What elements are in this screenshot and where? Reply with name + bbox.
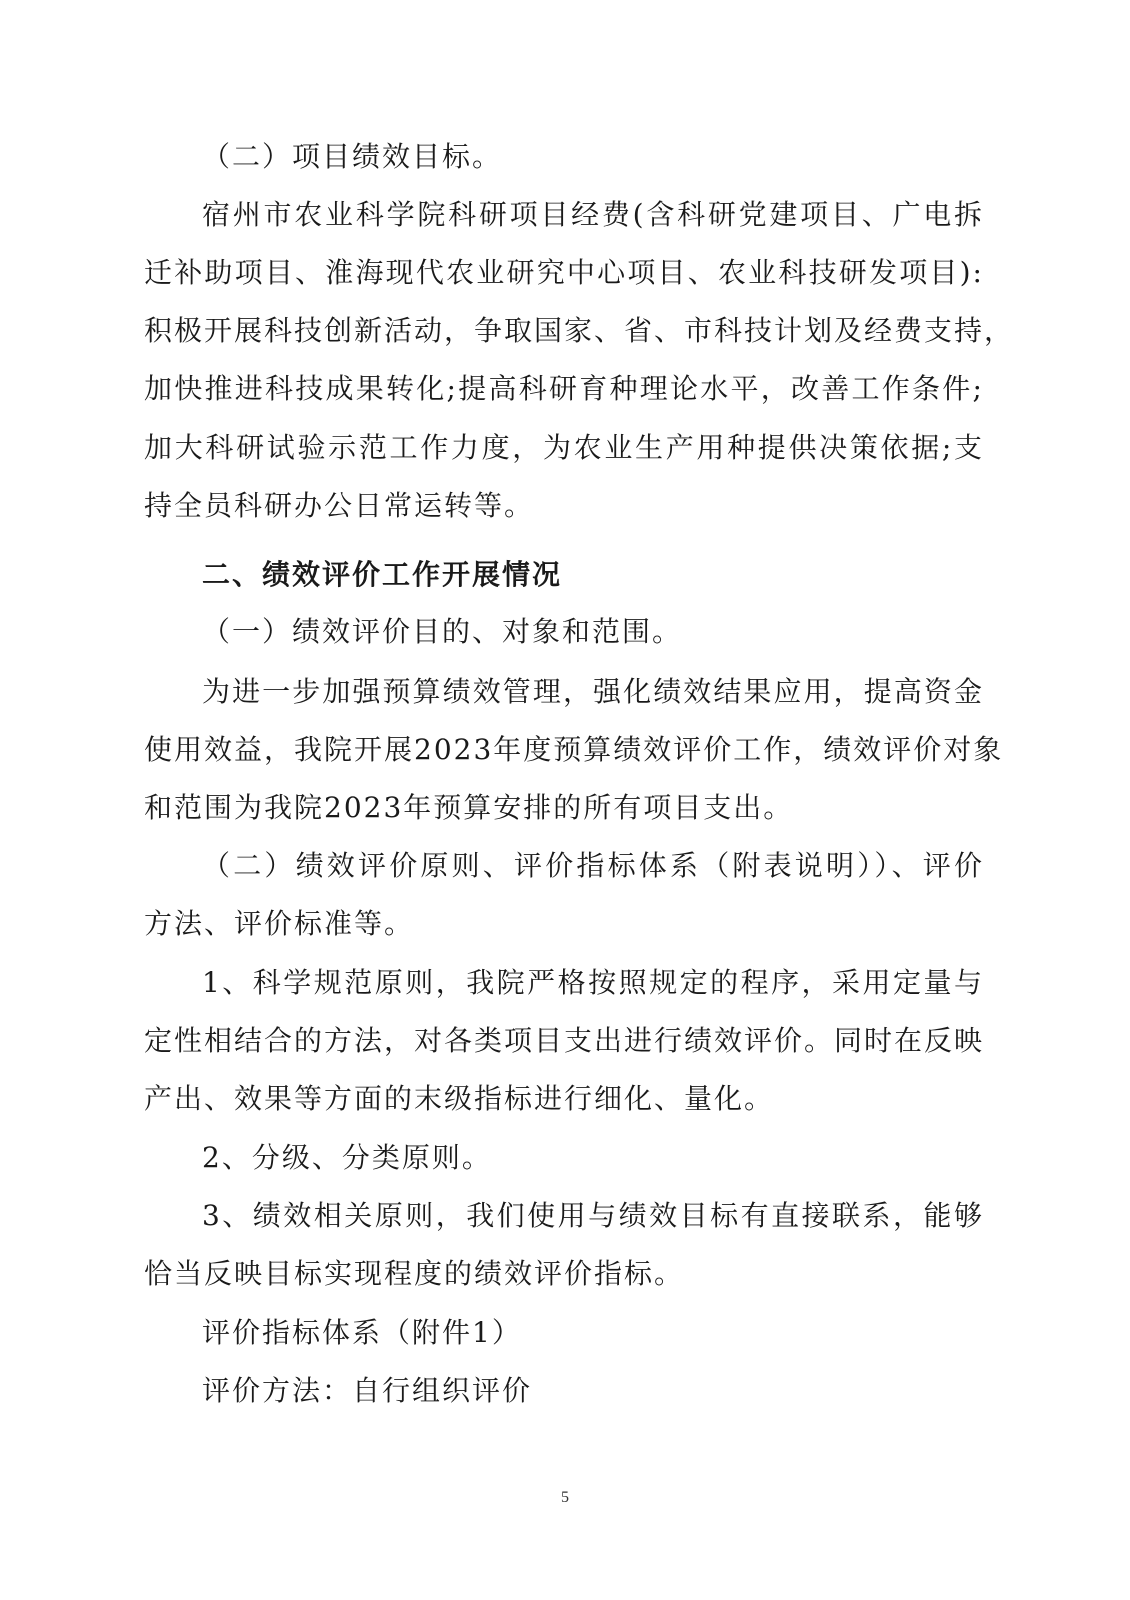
paragraph-line: 定性相结合的方法，对各类项目支出进行绩效评价。同时在反映 [144, 1024, 985, 1057]
paragraph-line: 3、绩效相关原则，我们使用与绩效目标有直接联系，能够 [202, 1199, 984, 1232]
sub2-heading-line: 方法、评价标准等。 [144, 907, 415, 940]
section-two-title: 二、绩效评价工作开展情况 [202, 558, 563, 591]
paragraph-line: 为进一步加强预算绩效管理，强化绩效结果应用，提高资金 [202, 675, 984, 708]
paragraph-line: 持全员科研办公日常运转等。 [144, 489, 535, 522]
paragraph-line: 和范围为我院2023年预算安排的所有项目支出。 [144, 791, 794, 824]
paragraph-line: 恰当反映目标实现程度的绩效评价指标。 [144, 1257, 685, 1290]
indicator-system-line: 评价指标体系（附件1） [202, 1316, 522, 1349]
paragraph-line: 宿州市农业科学院科研项目经费(含科研党建项目、广电拆 [202, 198, 984, 231]
page-number: 5 [561, 1489, 569, 1506]
paragraph-line: 加大科研试验示范工作力度，为农业生产用种提供决策依据;支 [144, 431, 984, 464]
sub1-heading: （一）绩效评价目的、对象和范围。 [202, 615, 683, 648]
paragraph-line: 使用效益，我院开展2023年度预算绩效评价工作，绩效评价对象 [144, 733, 1004, 766]
paragraph-line: 积极开展科技创新活动，争取国家、省、市科技计划及经费支持， [144, 314, 1015, 347]
paragraph-line: 1、科学规范原则，我院严格按照规定的程序，采用定量与 [202, 966, 984, 999]
evaluation-method-line: 评价方法：自行组织评价 [202, 1374, 533, 1407]
sub2-heading-line: （二）绩效评价原则、评价指标体系（附表说明））、评价 [202, 849, 984, 882]
paragraph-line: 迁补助项目、淮海现代农业研究中心项目、农业科技研发项目): [144, 256, 984, 289]
paragraph-line: 加快推进科技成果转化;提高科研育种理论水平，改善工作条件; [144, 372, 984, 405]
principle-two: 2、分级、分类原则。 [202, 1141, 492, 1174]
project-goal-heading: （二）项目绩效目标。 [202, 140, 503, 173]
paragraph-line: 产出、效果等方面的末级指标进行细化、量化。 [144, 1082, 775, 1115]
